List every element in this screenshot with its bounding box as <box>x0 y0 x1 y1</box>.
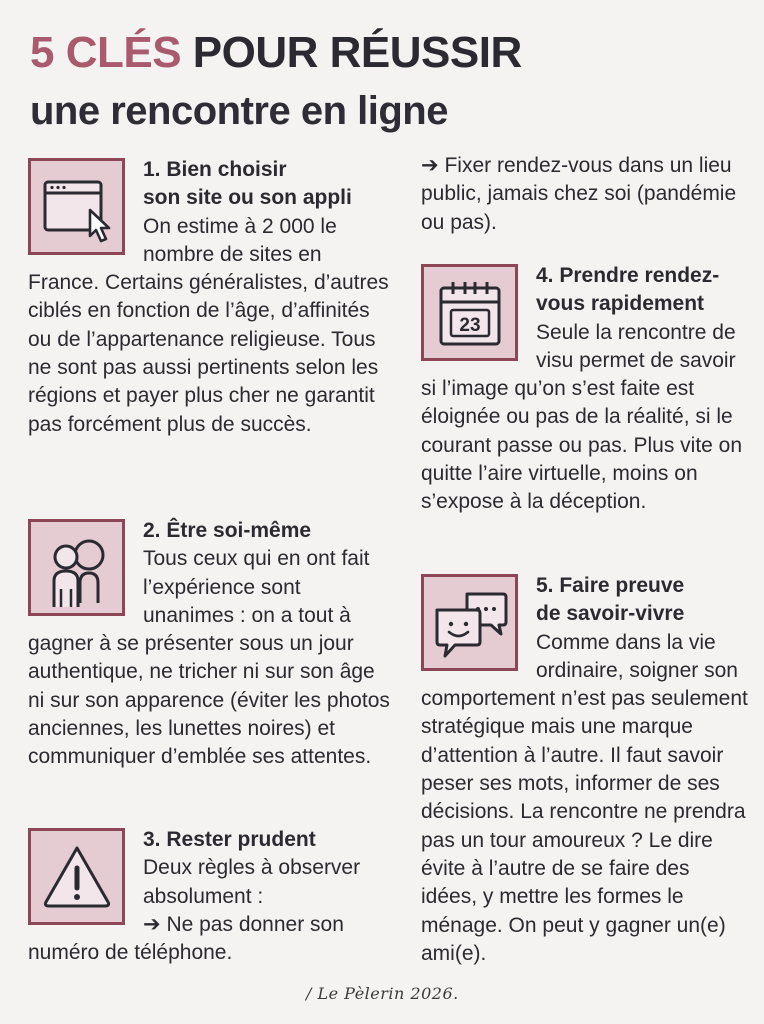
section-4 <box>421 262 751 517</box>
calendar-icon <box>421 264 518 361</box>
section-3-body: Deux règles à observer absolument : <box>143 856 361 908</box>
arrow-icon: ➔ <box>143 912 161 936</box>
section-5-title-line-2: de savoir-vivre <box>536 602 685 626</box>
calendar-day: 23 <box>458 314 481 336</box>
section-1-title-line-1: 1. Bien choisir <box>143 158 287 181</box>
section-4-title-line-2: vous rapidement <box>536 292 705 316</box>
people-icon <box>28 519 125 616</box>
section-4-title-line-1: 4. Prendre rendez- <box>536 264 720 287</box>
section-4-body: Seule la rencontre de visu permet de savoir si l’image qu’on s’est faite est éloignée ou pas de la réalité, si le courant passe ou pas. Plus vite on quitte l’aire virtuelle, moins on s’expose à la déception. <box>421 320 743 514</box>
warning-icon <box>28 828 125 925</box>
section-2 <box>28 517 393 772</box>
source-signature: / Le Pèlerin 2026. <box>306 984 459 1003</box>
section-2-title: 2. Être soi-même <box>143 519 312 542</box>
section-1 <box>28 156 393 439</box>
section-3-point-1: Ne pas donner son numéro de téléphone. <box>28 912 344 965</box>
section-5 <box>421 572 751 968</box>
chat-bubbles-icon <box>421 574 518 671</box>
title-accent: 5 CLÉS <box>30 28 182 77</box>
section-1-title-line-2: son site ou son appli <box>143 186 352 210</box>
section-3-point-2: Fixer rendez-vous dans un lieu public, jamais chez soi (pandémie ou pas). <box>421 154 737 234</box>
arrow-icon: ➔ <box>421 154 439 177</box>
section-1-body: On estime à 2 000 le nombre de sites en France. Certains généralistes, d’autres ciblés en fonction de l’âge, d’affinités ou de l’appartenance religieuse. Tous ne sont pas aussi pertinents selon les régions et payer plus cher ne garantit pas forcément plus de succès. <box>28 214 389 436</box>
title-rest: POUR RÉUSSIR <box>181 28 522 77</box>
browser-cursor-icon <box>28 158 125 255</box>
section-2-body: Tous ceux qui en ont fait l’expérience sont unanimes : on a tout à gagner à se présenter sous un jour authentique, ne tricher ni sur son âge ni sur son apparence (éviter les photos anciennes, les lunettes noires) et communiquer d’emblée ses attentes. <box>28 547 390 769</box>
section-3 <box>28 826 393 967</box>
section-3-continued <box>421 152 751 237</box>
title-line-2: une rencontre en ligne <box>30 89 448 133</box>
section-5-body: Comme dans la vie ordinaire, soigner son comportement n’est pas seulement stratégique mais une marque d’attention à l’autre. Il faut savoir peser ses mots, informer de ses décisions. La rencontre ne prendra pas un tour amoureux ? Le dire évite à l’autre de se faire des idées, y mettre les formes le ménage. On peut y gagner un(e) ami(e). <box>421 630 748 965</box>
section-5-title-line-1: 5. Faire preuve <box>536 574 685 597</box>
section-3-title: 3. Rester prudent <box>143 828 316 851</box>
page-title <box>30 24 522 140</box>
